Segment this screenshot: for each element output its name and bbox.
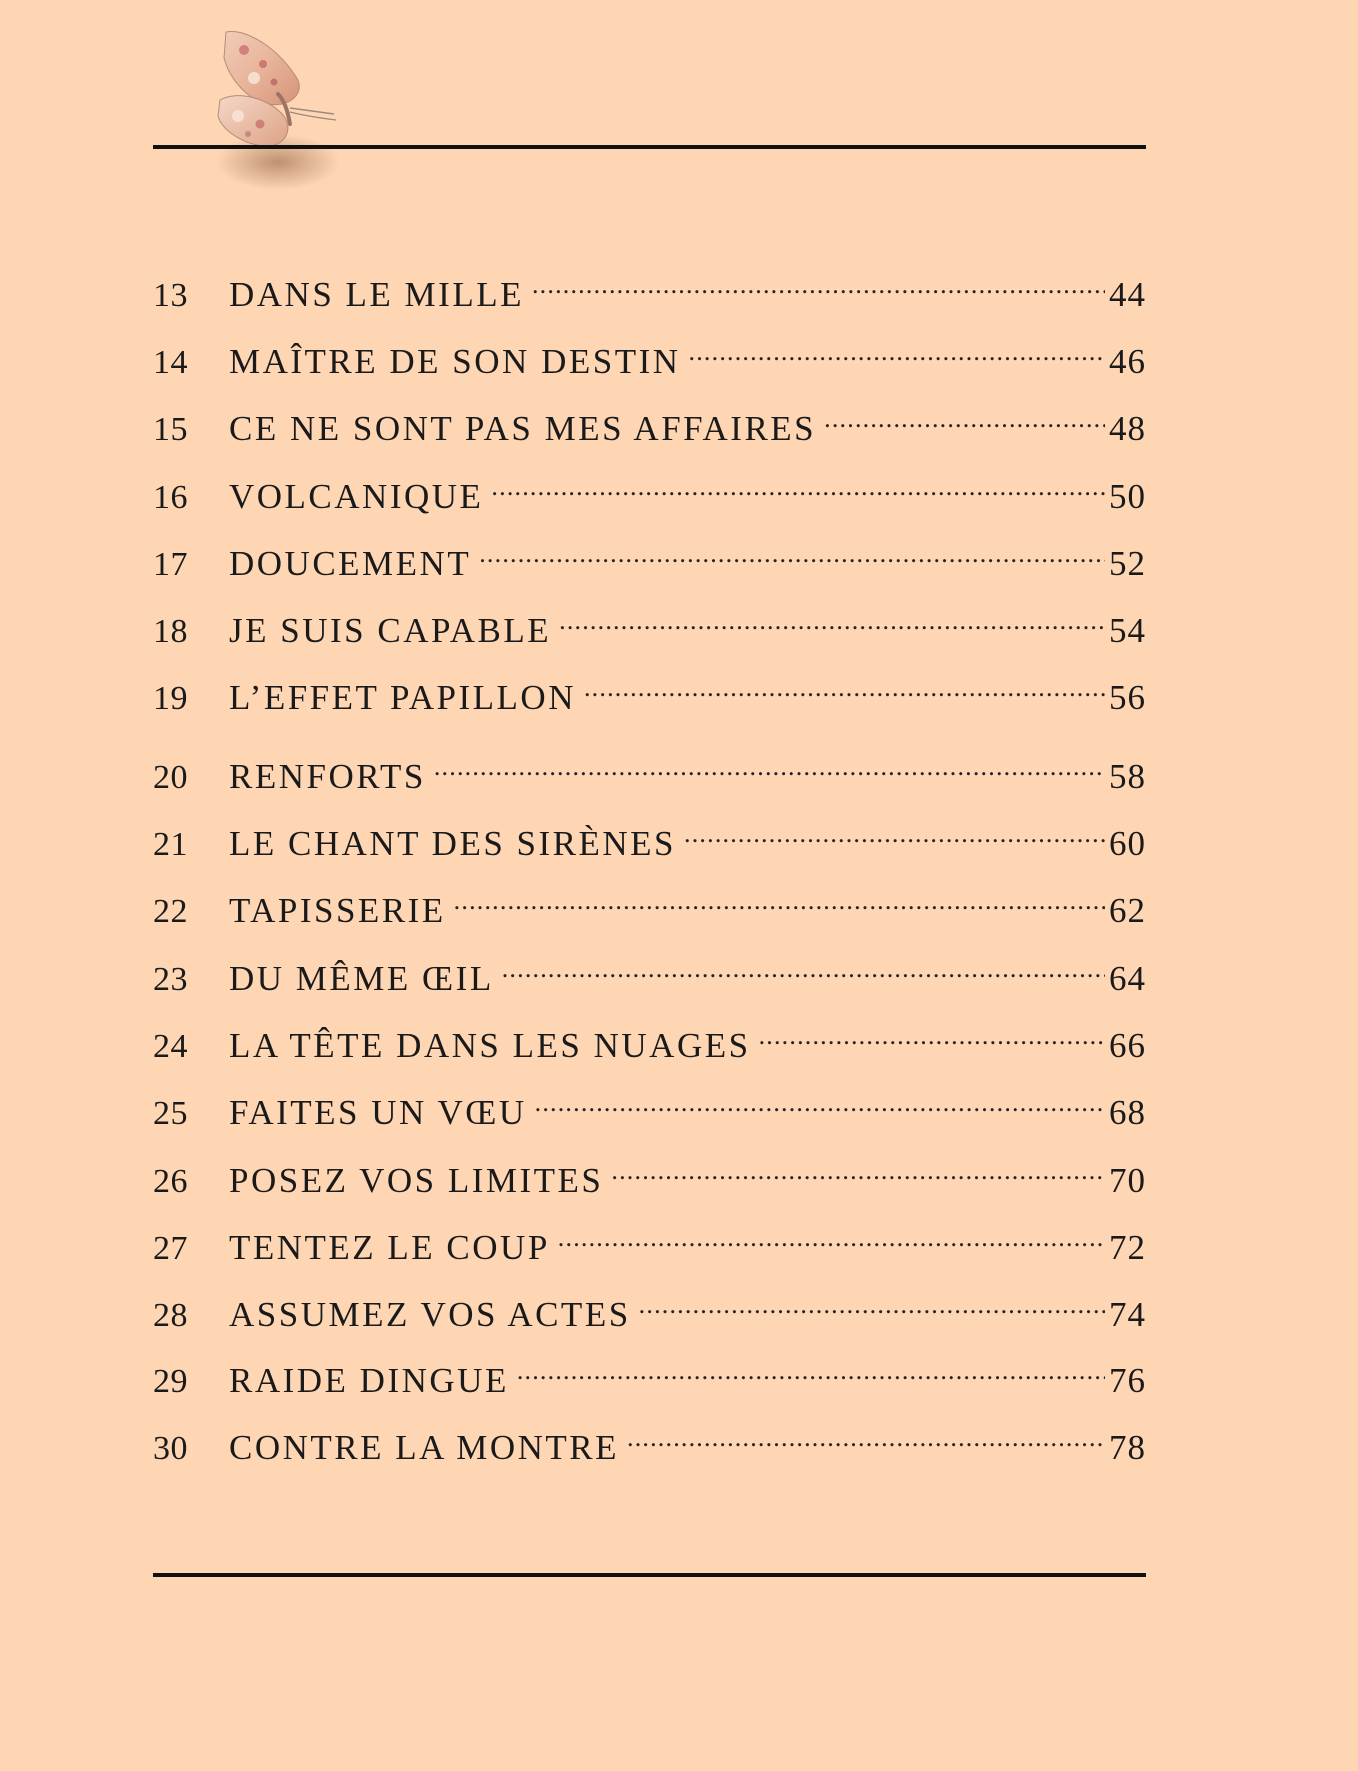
chapter-title: VOLCANIQUE bbox=[229, 477, 484, 516]
toc-entry[interactable] bbox=[153, 805, 1146, 863]
butterfly-icon bbox=[208, 20, 368, 200]
chapter-title: MAÎTRE DE SON DESTIN bbox=[229, 342, 681, 381]
chapter-title: LA TÊTE DANS LES NUAGES bbox=[229, 1026, 751, 1065]
chapter-title: TENTEZ LE COUP bbox=[229, 1228, 550, 1267]
page-number: 78 bbox=[1109, 1428, 1146, 1467]
top-rule bbox=[153, 145, 1146, 149]
page-number: 62 bbox=[1109, 891, 1146, 930]
chapter-number: 24 bbox=[153, 1028, 188, 1065]
dot-leader bbox=[535, 1074, 1105, 1124]
chapter-number: 15 bbox=[153, 411, 188, 448]
chapter-number: 19 bbox=[153, 680, 188, 717]
toc-entry[interactable] bbox=[153, 256, 1146, 314]
toc-entry[interactable] bbox=[153, 1342, 1146, 1400]
dot-leader bbox=[689, 323, 1105, 373]
chapter-title: TAPISSERIE bbox=[229, 891, 446, 930]
page-number: 70 bbox=[1109, 1161, 1146, 1200]
chapter-number: 18 bbox=[153, 613, 188, 650]
page-number: 68 bbox=[1109, 1093, 1146, 1132]
toc-entry[interactable] bbox=[153, 1007, 1146, 1065]
dot-leader bbox=[532, 256, 1105, 306]
page-number: 54 bbox=[1109, 611, 1146, 650]
page-number: 58 bbox=[1109, 757, 1146, 796]
chapter-number: 30 bbox=[153, 1430, 188, 1467]
dot-leader bbox=[558, 1209, 1105, 1259]
chapter-title: DOUCEMENT bbox=[229, 544, 472, 583]
toc-entry[interactable] bbox=[153, 940, 1146, 998]
chapter-number: 20 bbox=[153, 759, 188, 796]
dot-leader bbox=[454, 872, 1105, 922]
chapter-title: POSEZ VOS LIMITES bbox=[229, 1161, 604, 1200]
toc-entry[interactable] bbox=[153, 525, 1146, 583]
page-number: 76 bbox=[1109, 1361, 1146, 1400]
chapter-title: CE NE SONT PAS MES AFFAIRES bbox=[229, 409, 817, 448]
page-number: 44 bbox=[1109, 275, 1146, 314]
dot-leader bbox=[559, 592, 1105, 642]
toc-entry[interactable] bbox=[153, 592, 1146, 650]
toc-entry[interactable] bbox=[153, 1276, 1146, 1334]
page-number: 50 bbox=[1109, 477, 1146, 516]
page-number: 64 bbox=[1109, 959, 1146, 998]
page-number: 66 bbox=[1109, 1026, 1146, 1065]
page-number: 72 bbox=[1109, 1228, 1146, 1267]
toc-entry[interactable] bbox=[153, 458, 1146, 516]
page-number: 74 bbox=[1109, 1295, 1146, 1334]
toc-entry[interactable] bbox=[153, 323, 1146, 381]
dot-leader bbox=[584, 659, 1105, 709]
dot-leader bbox=[479, 525, 1105, 575]
chapter-number: 16 bbox=[153, 479, 188, 516]
chapter-number: 13 bbox=[153, 277, 188, 314]
toc-entry[interactable] bbox=[153, 872, 1146, 930]
bottom-rule bbox=[153, 1573, 1146, 1577]
chapter-title: L’EFFET PAPILLON bbox=[229, 678, 576, 717]
chapter-title: CONTRE LA MONTRE bbox=[229, 1428, 619, 1467]
chapter-number: 14 bbox=[153, 344, 188, 381]
chapter-number: 21 bbox=[153, 826, 188, 863]
dot-leader bbox=[639, 1276, 1105, 1326]
dot-leader bbox=[824, 390, 1105, 440]
page-number: 46 bbox=[1109, 342, 1146, 381]
chapter-number: 29 bbox=[153, 1363, 188, 1400]
chapter-title: RENFORTS bbox=[229, 757, 426, 796]
chapter-title: JE SUIS CAPABLE bbox=[229, 611, 552, 650]
dot-leader bbox=[517, 1342, 1105, 1392]
toc-entry[interactable] bbox=[153, 1409, 1146, 1467]
page-number: 48 bbox=[1109, 409, 1146, 448]
toc-entry[interactable] bbox=[153, 1142, 1146, 1200]
chapter-number: 27 bbox=[153, 1230, 188, 1267]
chapter-number: 26 bbox=[153, 1163, 188, 1200]
dot-leader bbox=[491, 458, 1105, 508]
dot-leader bbox=[502, 940, 1105, 990]
dot-leader bbox=[759, 1007, 1105, 1057]
page-number: 60 bbox=[1109, 824, 1146, 863]
chapter-number: 23 bbox=[153, 961, 188, 998]
chapter-number: 28 bbox=[153, 1297, 188, 1334]
toc-entry[interactable] bbox=[153, 390, 1146, 448]
page-number: 56 bbox=[1109, 678, 1146, 717]
dot-leader bbox=[684, 805, 1105, 855]
chapter-title: DU MÊME ŒIL bbox=[229, 959, 494, 998]
chapter-title: FAITES UN VŒU bbox=[229, 1093, 527, 1132]
chapter-title: ASSUMEZ VOS ACTES bbox=[229, 1295, 631, 1334]
toc-entry[interactable] bbox=[153, 659, 1146, 717]
dot-leader bbox=[611, 1142, 1105, 1192]
chapter-title: DANS LE MILLE bbox=[229, 275, 524, 314]
toc-entry[interactable] bbox=[153, 1074, 1146, 1132]
chapter-title: LE CHANT DES SIRÈNES bbox=[229, 824, 677, 863]
dot-leader bbox=[627, 1409, 1105, 1459]
dot-leader bbox=[434, 738, 1105, 788]
page-number: 52 bbox=[1109, 544, 1146, 583]
toc-entry[interactable] bbox=[153, 1209, 1146, 1267]
chapter-number: 22 bbox=[153, 893, 188, 930]
chapter-number: 25 bbox=[153, 1095, 188, 1132]
chapter-number: 17 bbox=[153, 546, 188, 583]
toc-entry[interactable] bbox=[153, 738, 1146, 796]
chapter-title: RAIDE DINGUE bbox=[229, 1361, 509, 1400]
